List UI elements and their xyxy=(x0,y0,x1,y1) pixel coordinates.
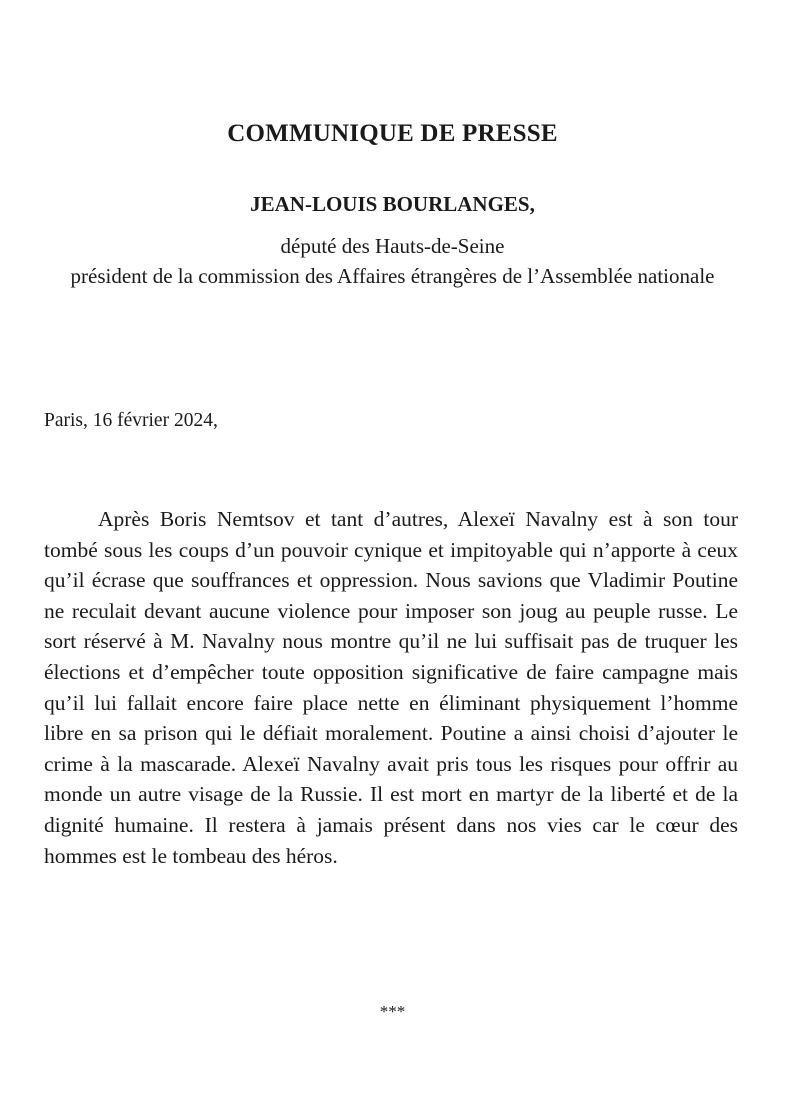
author-role-deputy: député des Hauts-de-Seine xyxy=(280,234,505,258)
author-roles xyxy=(40,231,745,291)
author-name: JEAN-LOUIS BOURLANGES, xyxy=(250,192,535,216)
end-mark: *** xyxy=(379,1002,406,1021)
dateline: Paris, 16 février 2024, xyxy=(44,410,218,431)
author-role-commission: président de la commission des Affaires étrangères de l’Assemblée nationale xyxy=(70,264,715,288)
body-paragraph: Après Boris Nemtsov et tant d’autres, Alexeï Navalny est à son tour tombé sous les coups d’un pouvoir cynique et impitoyable qui n’apporte à ceux qu’il écrase que souffrances et oppression. Nous savions que Vladimir Poutine ne reculait devant aucune violence pour imposer son joug au peuple russe. Le sort réservé à M. Navalny nous montre qu’il ne lui suffisait pas de truquer les élections et d’empêcher toute opposition significative de faire campagne mais qu’il lui fallait encore faire place nette en éliminant physiquement l’homme libre en sa prison qui le défiait moralement. Poutine a ainsi choisi d’ajouter le crime à la mascarade. Alexeï Navalny avait pris tous les risques pour offrir au monde un autre visage de la Russie. Il est mort en martyr de la liberté et de la dignité humaine. Il restera à jamais présent dans nos vies car le cœur des hommes est le tombeau des héros. xyxy=(44,507,738,868)
document-title: COMMUNIQUE DE PRESSE xyxy=(227,120,558,147)
